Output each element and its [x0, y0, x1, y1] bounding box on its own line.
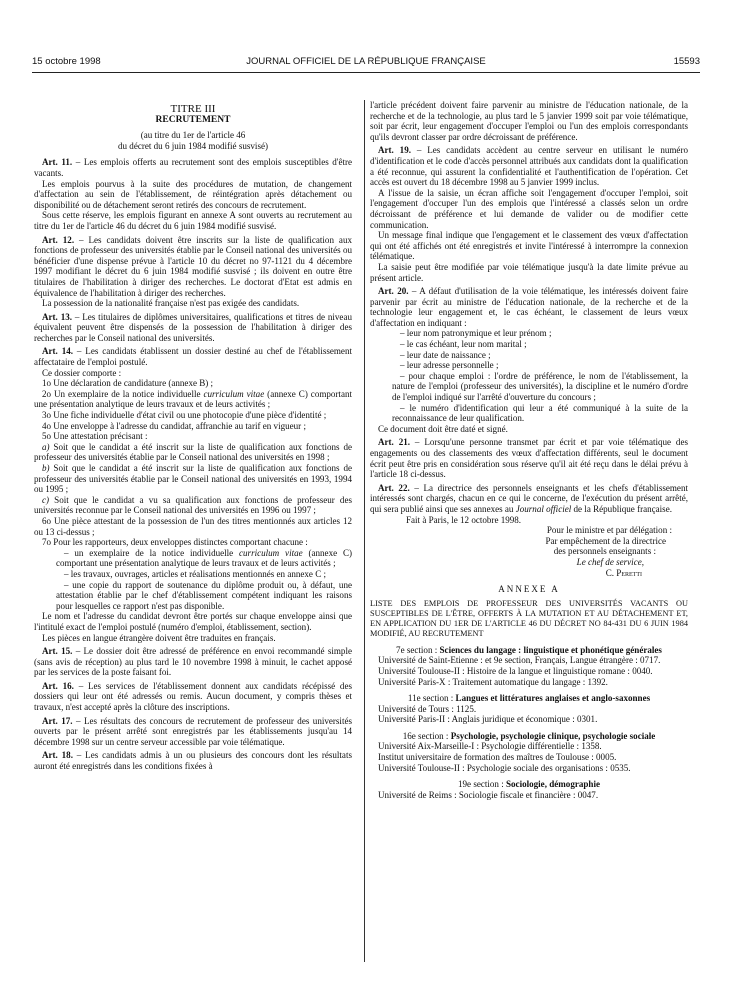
article-14: [34, 346, 352, 367]
section-title: Langues et littératures anglaises et anglo-saxonnes: [455, 693, 651, 704]
article-text: – Les candidats admis à un ou plusieurs des concours dont les résultats auront été enregistrés dans les conditions fixées à: [34, 750, 352, 772]
section-title: Sciences du langage : linguistique et phonétique générales: [439, 644, 662, 655]
article-22: [370, 483, 688, 515]
article-text: – Lorsqu'une personne transmet par écrit et par voie télématique des engagements ou des classements des vœux d'affectation différents, seul le document écrit peut être pris en considération sous réserve qu'il ait été reçu dans le délai prévu à l'article 18 ci-dessus.: [370, 437, 688, 480]
section-11-heading: [370, 693, 688, 704]
article-text: – Le dossier doit être adressé de préférence en envoi recommandé simple (sans avis de réception) au plus tard le 10 novembre 1998 à minuit, le cachet apposé par les services de la poste faisant foi.: [34, 646, 352, 678]
paragraph: Ce document doit être daté et signé.: [378, 423, 508, 434]
paragraph: [34, 463, 352, 495]
section-title: Psychologie, psychologie clinique, psychologie sociale: [450, 730, 656, 741]
list-item: Université de Reims : Sociologie fiscale et financière : 0047.: [378, 789, 599, 800]
signature-line: des personnels enseignants :: [553, 546, 656, 557]
article-17: [34, 716, 352, 748]
paragraph: 3o Une fiche individuelle d'état civil ou une photocopie d'une pièce d'identité ;: [42, 410, 327, 421]
article-text: – Les emplois offerts au recrutement sont des emplois susceptibles d'être vacants.: [34, 157, 352, 178]
list-item: – pour chaque emploi : l'ordre de préférence, le nom de l'établissement, la nature de l'emploi (professeur des universités), la discipline et le numéro d'ordre de l'emploi indiqué sur l'arrêté d'ouverture du concours ;: [392, 370, 688, 403]
list-item: Université Paris-II : Anglais juridique et économique : 0301.: [378, 714, 598, 725]
section-title: Sociologie, démographie: [506, 779, 600, 790]
article-text: – Les candidats doivent être inscrits sur la liste de qualification aux fonctions de professeur des universités établie par le Conseil national des universités ou bénéficier d'une dispense prévue à l'article 10 du décret no 97-1121 du 4 décembre 1997 modifiant le décret du 6 juin 1984 modifié susvisé ; ils doivent en outre être titulaires de l'habilitation à diriger des recherches. Le doctorat d'Etat est admis en équivalence de l'habilitation à diriger des recherches.: [34, 234, 352, 298]
list-item: – leur nom patronymique et leur prénom ;: [400, 328, 552, 339]
list-item: [34, 548, 352, 569]
article-16: [34, 681, 352, 713]
article-number: Art. 15.: [42, 646, 73, 657]
list-item: – le cas échéant, leur nom marital ;: [400, 339, 527, 350]
article-text: – Les candidats accèdent au centre serveur en utilisant le numéro d'identification et le code d'accès personnel attribués aux candidats dont la qualification a été reconnue, qui assurent la confidentialité et l'authentification de l'opération. Cet accès est ouvert du 18 décembre 1998 au 5 janvier 1999 inclus.: [370, 145, 688, 188]
paragraph: 4o Une enveloppe à l'adresse du candidat, affranchie au tarif en vigueur ;: [42, 420, 306, 431]
article-number: Art. 14.: [42, 346, 74, 357]
article-number: Art. 17.: [42, 715, 73, 726]
header-journal-title: JOURNAL OFFICIEL DE LA RÉPUBLIQUE FRANÇAISE: [246, 56, 486, 67]
list-item: Université de Tours : 1125.: [378, 703, 477, 714]
left-column: [34, 100, 352, 772]
article-number: Art. 18.: [42, 750, 73, 761]
paragraph: [34, 389, 352, 410]
article-15: [34, 646, 352, 678]
text: (annexe C) comportant une présentation analytique de leurs travaux et de leurs activités ;: [34, 388, 352, 410]
section-16-heading: [370, 731, 688, 742]
titre-heading: TITRE III: [170, 103, 216, 115]
recrutement-heading: RECRUTEMENT: [155, 114, 231, 125]
section-number: 11e section :: [407, 693, 456, 704]
list-item: Université Toulouse-II : Histoire de la langue et linguistique romane : 0040.: [378, 665, 653, 676]
paragraph: 7o Pour les rapporteurs, deux enveloppes distinctes comportant chacune :: [42, 537, 308, 548]
list-item: – leur adresse personnelle ;: [400, 360, 499, 371]
date-line: Fait à Paris, le 12 octobre 1998.: [406, 514, 522, 525]
paragraph: [34, 442, 352, 463]
article-11: [34, 157, 352, 178]
header-page-number: 15593: [673, 56, 700, 67]
text: Soit que le candidat a été inscrit sur la liste de qualification aux fonctions de professeur des universités établie par le Conseil national des universités en 1993, 1994 ou 1995 ;: [34, 463, 352, 495]
article-text: – La directrice des personnels enseignants et les chefs d'établissement intéressés sont chargés, chacun en ce qui le concerne, de l'exécution du présent arrêté, qui sera publié ainsi que ses annexes au: [370, 482, 688, 514]
article-13: [34, 312, 352, 344]
text: – un exemplaire de la notice individuelle: [64, 547, 240, 558]
list-item: Université de Saint-Etienne : et 9e section, Français, Langue étrangère : 0717.: [378, 655, 661, 666]
paragraph: 6o Une pièce attestant de la possession de l'un des titres mentionnés aux articles 12 ou 13 ci-dessus ;: [34, 515, 352, 537]
article-text: – Les services de l'établissement donnent aux candidats récépissé des dossiers qui leur ont été adressés ou remis. Aucun document, y compris thèses et travaux, n'est accepté après la clôture des inscriptions.: [34, 680, 352, 713]
signature-line: Pour le ministre et par délégation :: [546, 525, 672, 536]
text: 2o Un exemplaire de la notice individuelle: [42, 388, 204, 399]
section-number: 19e section :: [458, 779, 506, 790]
paragraph: 1o Une déclaration de candidature (annexe B) ;: [42, 378, 214, 389]
section-number: 7e section :: [396, 644, 440, 655]
italic-text: a): [42, 441, 50, 452]
list-item: Université Paris-X : Traitement automatique du langage : 1392.: [378, 676, 608, 687]
article-number: Art. 21.: [378, 437, 411, 448]
italic-text: c): [42, 494, 50, 505]
article-number: Art. 22.: [378, 482, 410, 493]
text: (annexe C) comportant une présentation analytique de leurs travaux et de leurs activités ;: [56, 547, 352, 569]
right-column: [370, 100, 688, 800]
paragraph: Ce dossier comporte :: [42, 367, 122, 378]
annexe-title: LISTE DES EMPLOIS DE PROFESSEUR DES UNIVERSITÉS VACANTS OU SUSCEPTIBLES DE L'ÊTRE, OFFERTS À LA MUTATION ET AU DÉTACHEMENT ET, EN APPLICATION DU 1ER DE L'ARTICLE 46 DU DÉCRET NO 84-431 DU 6 JUIN 1984 MODIFIÉ, AU RECRUTEMENT: [370, 598, 688, 638]
section-7-heading: [370, 645, 688, 656]
paragraph: Les emplois pourvus à la suite des procédures de mutation, de changement d'affectation au sein de l'établissement, de réintégration après détachement ou disponibilité ou de détachement seront retirés des concours de recrutement.: [34, 178, 352, 210]
paragraph: [34, 495, 352, 516]
article-text: – Les titulaires de diplômes universitaires, qualifications et titres de niveau équivalent peuvent être dispensés de la possession de l'habilitation à diriger des recherches par le Conseil national des universités.: [34, 311, 352, 343]
paragraph: La saisie peut être modifiée par voie télématique jusqu'à la date limite prévue au présent article.: [370, 261, 688, 283]
article-18: [34, 750, 352, 771]
article-text: de la République française.: [571, 503, 672, 514]
list-item: Université Aix-Marseille-I : Psychologie différentielle : 1358.: [378, 741, 602, 752]
paragraph: A l'issue de la saisie, un écran affiche soit l'engagement d'occuper l'emploi, soit l'engagement d'occuper l'un des emplois que l'intéressé a classés selon un ordre décroissant de préférence et lui demande de valider ou de modifier cette communication.: [370, 187, 688, 230]
italic-text: b): [42, 463, 50, 473]
list-item: – les travaux, ouvrages, articles et réalisations mentionnés en annexe C ;: [64, 568, 327, 579]
paragraph: l'article précédent doivent faire parvenir au ministre de l'éducation nationale, de la recherche et de la technologie, au plus tard le 5 janvier 1999 soit par voie télématique, soit par écrit, leur engagement d'occuper l'emploi ou l'un des emplois correspondants qu'ils devront classer par ordre décroissant de préférence.: [370, 100, 688, 142]
article-20: [370, 286, 688, 328]
signature-title: Le chef de service,: [576, 556, 644, 567]
article-number: Art. 11.: [42, 157, 73, 168]
paragraph: 5o Une attestation précisant :: [42, 431, 148, 442]
article-12: [34, 235, 352, 299]
italic-text: curriculum vitae: [203, 388, 265, 399]
italic-text: Journal officiel: [515, 503, 572, 514]
article-19: [370, 145, 688, 187]
section-19-heading: [370, 779, 688, 790]
article-number: Art. 13.: [42, 311, 72, 322]
titre-subtitle-1: (au titre du 1er de l'article 46: [140, 130, 246, 141]
page-header: [32, 56, 700, 72]
article-text: – A défaut d'utilisation de la voie télématique, les intéressés doivent faire parvenir par écrit au ministre de l'éducation nationale, de la recherche et de la technologie leur engagement et, le cas échéant, le classement de leurs vœux d'affectation en indiquant :: [370, 286, 688, 328]
italic-text: curriculum vitae: [239, 547, 303, 558]
paragraph: Un message final indique que l'engagement et le classement des vœux d'affectation qui ont été affichés ont été enregistrés et invite l'intéressé à interrompre la connexion télématique.: [370, 230, 688, 262]
article-number: Art. 12.: [42, 234, 75, 245]
article-text: – Les résultats des concours de recrutement de professeur des universités ouverts par le présent arrêté sont enregistrés par les établissements jusqu'au 14 décembre 1998 sur un centre serveur accessible par voie télématique.: [34, 715, 352, 747]
list-item: – une copie du rapport de soutenance du diplôme produit ou, à défaut, une attestation établie par le chef d'établissement compétent indiquant les raisons pour lesquelles ce rapport n'est pas disponible.: [56, 579, 352, 611]
list-item: – leur date de naissance ;: [400, 349, 491, 360]
signature-line: Par empêchement de la directrice: [545, 535, 666, 546]
list-item: – le numéro d'identification qui leur a été communiqué à la suite de la reconnaissance de leur qualification.: [392, 402, 688, 424]
list-item: Institut universitaire de formation des maîtres de Toulouse : 0005.: [378, 752, 617, 763]
paragraph: Les pièces en langue étrangère doivent être traduites en français.: [42, 632, 276, 643]
article-number: Art. 16.: [42, 680, 74, 691]
list-item: Université Toulouse-II : Psychologie sociale des organisations : 0535.: [378, 762, 631, 773]
article-21: [370, 437, 688, 479]
header-date: 15 octobre 1998: [32, 56, 101, 67]
paragraph: Le nom et l'adresse du candidat devront être portés sur chaque enveloppe ainsi que l'intitulé exact de l'emploi postulé (numéro d'emploi, établissement, section).: [34, 611, 352, 632]
article-text: – Les candidats établissent un dossier destiné au chef de l'établissement affectataire de l'emploi postulé.: [34, 346, 352, 368]
article-number: Art. 20.: [378, 286, 409, 297]
annexe-heading: ANNEXE A: [498, 584, 560, 595]
paragraph: Sous cette réserve, les emplois figurant en annexe A sont ouverts au recrutement au titre du 1er de l'article 46 du décret du 6 juin 1984 modifié susvisé.: [34, 210, 352, 231]
article-number: Art. 19.: [378, 145, 411, 156]
titre-subtitle-2: du décret du 6 juin 1984 modifié susvisé): [117, 140, 268, 151]
paragraph: La possession de la nationalité française n'est pas exigée des candidats.: [42, 298, 300, 309]
column-divider: [364, 100, 365, 962]
signature-name: C. Peretti: [605, 567, 642, 578]
section-number: 16e section :: [402, 730, 451, 741]
text: Soit que le candidat a été inscrit sur la liste de qualification aux fonctions de professeur des universités établie par le Conseil national des universités en 1998 ;: [34, 441, 352, 463]
text: Soit que le candidat a vu sa qualification aux fonctions de professeur des universités reconnue par le Conseil national des universités en 1996 ou 1997 ;: [34, 494, 352, 516]
signature-line: [370, 557, 644, 568]
header-rule: [32, 72, 700, 73]
